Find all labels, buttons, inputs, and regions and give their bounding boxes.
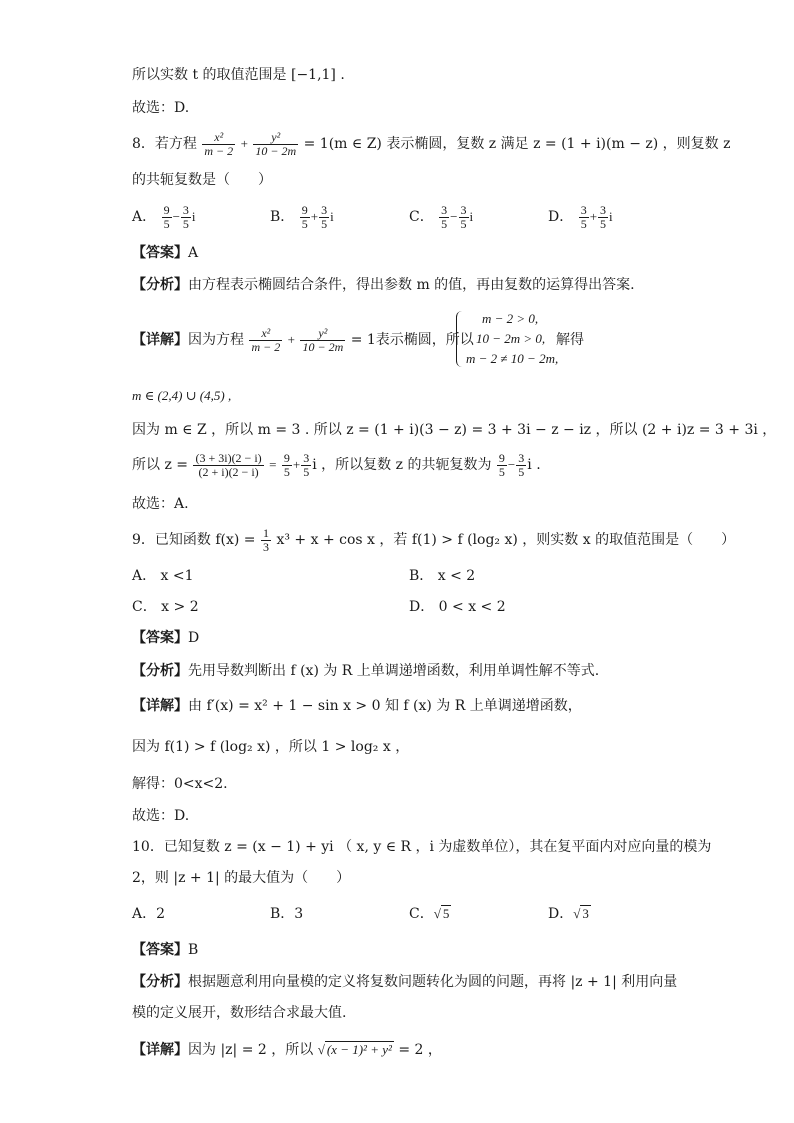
analysis-line: 【分析】先用导数判断出 f (x) 为 R 上单调递增函数，利用单调性解不等式. [132, 663, 600, 679]
system-row: m − 2 ≠ 10 − 2m, [466, 351, 559, 366]
detail-line: 【详解】因为 |z| = 2 ，所以 √ (x − 1)² + y² = 2 ， [132, 1042, 442, 1058]
option-b: B． $\frac{9}{5}$ + $\frac{3}{5}$ i [270, 202, 334, 231]
question-10-stem: 10．已知复数 z = (x − 1) + yi （ x, y ∈ R ，i 为虚数单位），其在复平面内对应向量的模为 [132, 839, 712, 855]
question-8-stem: 8．若方程 $\frac{\text{x²}}{m - 2}$ + $\frac{\text{y²}}{10 - 2m}$ = 1(m ∈ Z) 表示椭圆，复数 z 满足 z = (1 + i)(m − z) ，则复数 z [132, 129, 731, 158]
text-fragment: 解得 [556, 332, 584, 348]
option-a: A．2 [132, 906, 166, 922]
option-b: B．3 [270, 906, 304, 922]
text-line: 因为 f(1) > f (log₂ x) ，所以 1 > log₂ x ， [132, 739, 410, 755]
text-line: 故选：D. [132, 100, 190, 116]
system-row: m − 2 > 0, [482, 311, 539, 326]
text-line: 解得：0<x<2. [132, 776, 228, 792]
option-a: A． x <1 [132, 568, 194, 584]
option-d: D． $\frac{3}{5}$ + $\frac{3}{5}$ i [548, 202, 613, 231]
text-line: 模的定义展开，数形结合求最大值. [132, 1005, 347, 1021]
system-row: 10 − 2m > 0, [476, 331, 546, 346]
option-c: C． $\frac{3}{5}$ − $\frac{3}{5}$ i [409, 202, 474, 231]
text-line: 因为 m ∈ Z ，所以 m = 3 . 所以 z = (1 + i)(3 − z) = 3 + 3i − z − iz ，所以 (2 + i)z = 3 + 3i ， [132, 422, 777, 438]
math-line: 所以 z = $\frac{(3 + 3i)(2 - i)}{(2 + i)(2 - i)}$ = $\frac{9}{5}$ + $\frac{3}{5}$ i ，所以复数 z 的共轭复数为 $\frac{9}{5}$ − $\frac{3}{5}$ i . [132, 450, 541, 479]
detail-line: 【详解】由 f′(x) = x² + 1 − sin x > 0 知 f (x) 为 R 上单调递增函数， [132, 698, 582, 714]
question-9-stem: 9．已知函数 f(x) = $\frac{1}{3}$ x³ + x + cos x ，若 f(1) > f (log₂ x) ，则实数 x 的取值范围是（ ） [132, 525, 736, 554]
option-c: C． x > 2 [132, 599, 199, 615]
option-b: B． x < 2 [409, 568, 476, 584]
math-line: m ∈ (2,4) ∪ (4,5) , [132, 388, 232, 403]
detail-line: 【详解】因为方程 $\frac{\text{x²}}{m - 2}$ + $\frac{\text{y²}}{10 - 2m}$ = 1表示椭圆，所以 [132, 325, 474, 354]
answer-line: 【答案】B [132, 942, 199, 958]
analysis-line: 【分析】根据题意利用向量模的定义将复数问题转化为圆的问题，再将 |z + 1| 利用向量 [132, 974, 678, 990]
option-d: D． 0 < x < 2 [409, 599, 506, 615]
answer-line: 【答案】A [132, 245, 199, 261]
option-c: C．√ 5 [409, 906, 450, 922]
text-line: 2，则 |z + 1| 的最大值为（ ） [132, 870, 351, 886]
text-line: 故选：A. [132, 496, 189, 512]
option-a: A． $\frac{9}{5}$ − $\frac{3}{5}$ i [132, 202, 196, 231]
text-line: 的共轭复数是（ ） [132, 172, 272, 188]
text-line: 所以实数 t 的取值范围是 [−1,1] . [132, 67, 345, 83]
brace [456, 311, 465, 367]
option-d: D．√ 3 [548, 906, 589, 922]
answer-line: 【答案】D [132, 630, 200, 646]
text-line: 故选：D. [132, 808, 190, 824]
analysis-line: 【分析】由方程表示椭圆结合条件，得出参数 m 的值，再由复数的运算得出答案. [132, 277, 635, 293]
